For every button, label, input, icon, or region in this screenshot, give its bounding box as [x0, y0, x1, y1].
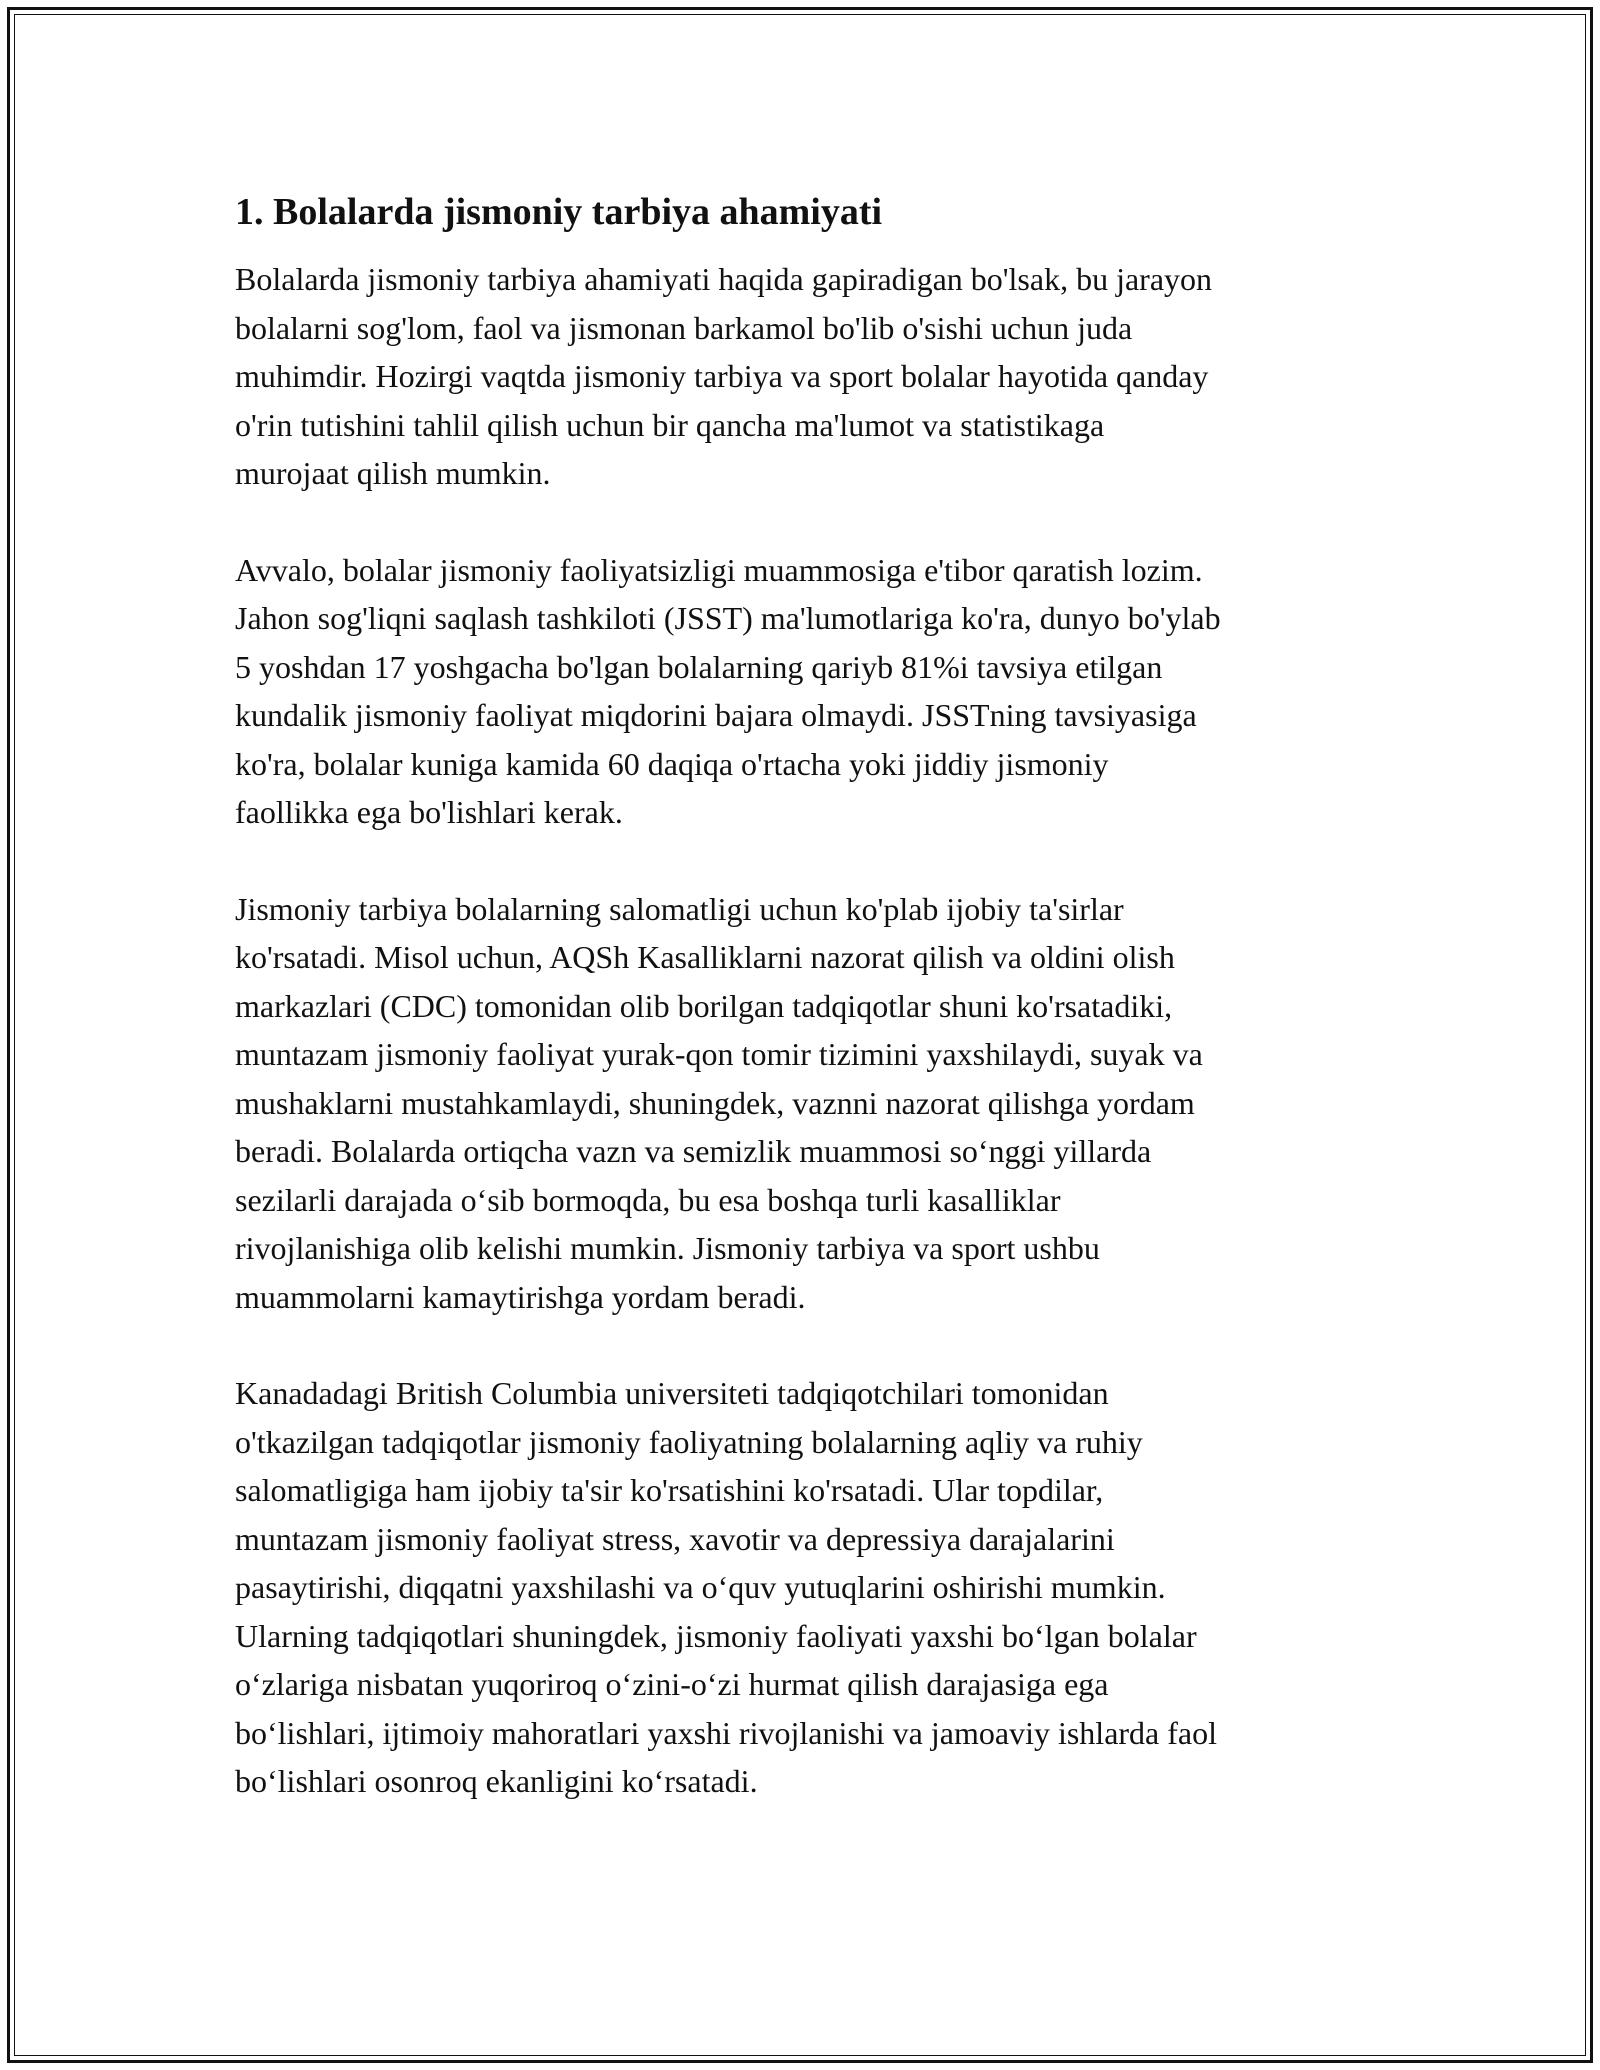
text-line: kundalik jismoniy faoliyat miqdorini bajara olmaydi. JSSTning tavsiyasiga [235, 697, 1197, 733]
text-line: Ularning tadqiqotlari shuningdek, jismoniy faoliyati yaxshi bo‘lgan bolalar [235, 1617, 1197, 1654]
document-body [235, 188, 1375, 1854]
text-line: bo‘lishlari osonroq ekanligini ko‘rsatadi. [235, 1763, 758, 1799]
text-line: Kanadadagi British Columbia universiteti tadqiqotchilari tomonidan [235, 1375, 1109, 1411]
text-line: bo‘lishlari, ijtimoiy mahoratlari yaxshi rivojlanishi va jamoaviy ishlarda faol [235, 1714, 1217, 1751]
section-heading: 1. Bolalarda jismoniy tarbiya ahamiyati [235, 191, 883, 233]
text-line: faollikka ega bo'lishlari kerak. [235, 794, 623, 830]
text-line: sezilarli darajada o‘sib bormoqda, bu esa boshqa turli kasalliklar [235, 1181, 1061, 1218]
text-line: beradi. Bolalarda ortiqcha vazn va semizlik muammosi so‘nggi yillarda [235, 1133, 1152, 1169]
text-line: muammolarni kamaytirishga yordam beradi. [235, 1278, 806, 1315]
text-line: o‘zlariga nisbatan yuqoriroq o‘zini-o‘zi hurmat qilish darajasiga ega [235, 1666, 1109, 1702]
text-line: Jismoniy tarbiya bolalarning salomatligi uchun ko'plab ijobiy ta'sirlar [235, 890, 1124, 927]
text-line: salomatligiga ham ijobiy ta'sir ko'rsatishini ko'rsatadi. Ular topdilar, [235, 1472, 1104, 1508]
text-line: Avvalo, bolalar jismoniy faoliyatsizligi muammosiga e'tibor qaratish lozim. [235, 551, 1203, 588]
paragraph-1 [235, 255, 1375, 498]
text-line: Bolalarda jismoniy tarbiya ahamiyati haqida gapiradigan bo'lsak, bu jarayon [235, 261, 1213, 297]
text-line: ko'rsatadi. Misol uchun, AQSh Kasalliklarni nazorat qilish va oldini olish [235, 939, 1175, 975]
text-line: 5 yoshdan 17 yoshgacha bo'lgan bolalarning qariyb 81%i tavsiya etilgan [235, 648, 1163, 685]
text-line: o'tkazilgan tadqiqotlar jismoniy faoliyatning bolalarning aqliy va ruhiy [235, 1423, 1143, 1460]
text-line: murojaat qilish mumkin. [235, 455, 551, 491]
text-line: ko'ra, bolalar kuniga kamida 60 daqiqa o'rtacha yoki jiddiy jismoniy [235, 745, 1109, 782]
paragraph-4 [235, 1369, 1375, 1806]
paragraph-2 [235, 546, 1375, 837]
text-line: markazlari (CDC) tomonidan olib borilgan tadqiqotlar shuni ko'rsatadiki, [235, 987, 1173, 1024]
text-line: muntazam jismoniy faoliyat yurak-qon tomir tizimini yaxshilaydi, suyak va [235, 1036, 1203, 1072]
text-line: mushaklarni mustahkamlaydi, shuningdek, vaznni nazorat qilishga yordam [235, 1084, 1195, 1121]
text-line: pasaytirishi, diqqatni yaxshilashi va o‘quv yutuqlarini oshirishi mumkin. [235, 1569, 1166, 1605]
text-line: bolalarni sog'lom, faol va jismonan barkamol bo'lib o'sishi uchun juda [235, 309, 1133, 346]
text-line: Jahon sog'liqni saqlash tashkiloti (JSST) ma'lumotlariga ko'ra, dunyo bo'ylab [235, 600, 1221, 636]
text-line: muntazam jismoniy faoliyat stress, xavotir va depressiya darajalarini [235, 1520, 1115, 1557]
text-line: o'rin tutishini tahlil qilish uchun bir qancha ma'lumot va statistikaga [235, 406, 1105, 443]
text-line: muhimdir. Hozirgi vaqtda jismoniy tarbiya va sport bolalar hayotida qanday [235, 358, 1209, 394]
text-line: rivojlanishiga olib kelishi mumkin. Jismoniy tarbiya va sport ushbu [235, 1230, 1100, 1266]
paragraph-3 [235, 885, 1375, 1322]
